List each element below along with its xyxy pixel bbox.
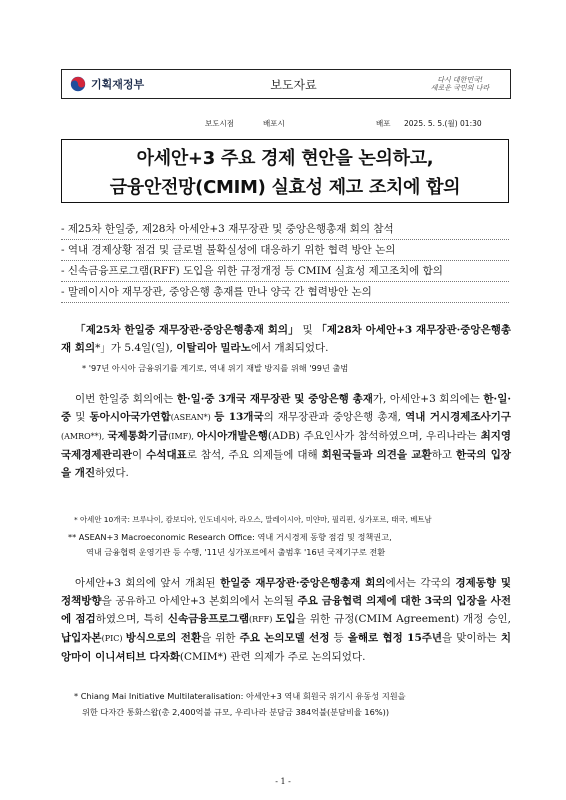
p2-s15: (ADB) 주요인사가 참석하였으며, 우리나라는 [267,430,481,442]
p2-s12: 국제통화기금 [107,430,169,442]
p3-s20: 치앙마이 이니셔티브 다자화 [61,632,511,663]
taegeuk-logo-icon [70,76,86,92]
p2-s16: 최지영 국제경제관리관 [61,430,511,461]
page-number: - 1 - [275,777,291,786]
footnote-1: * '97년 아시아 금융위기를 계기로, 역내 위기 재발 방지를 위해 '99년 출범 [82,363,349,373]
paragraph-2 [61,390,511,482]
p1-f: 에서 개최되었다. [250,342,329,354]
p3-s5: 을 공유하고 아세안+3 본회의에서 논의될 [101,595,298,607]
headline-line-1: 아세안+3 주요 경제 현안을 논의하고, [136,148,434,169]
p3-s14: 방식으로의 전환 [125,632,202,644]
slogan-line-1: 다시 대한민국! [437,76,483,84]
p2-s21: 하고 [431,449,456,461]
footnote-4a: * Chiang Mai Initiative Multilateralisation: 아세안+3 역내 회원국 위기시 유동성 지원을 [74,691,406,701]
p3-s13: (PIC) [101,634,126,643]
p3-s9: (RFF) [248,615,276,624]
p3-s12: 납입자본 [61,632,102,644]
p2-s3: 가, 아세안+3 회의에는 [372,393,484,405]
p2-s23: 하였다. [95,467,129,479]
p2-s17: 이 [132,449,147,461]
p2-s4: 한·일·중 [61,393,511,423]
p3-s17: 등 [329,632,348,644]
p3-s10: 도입 [275,613,296,625]
slogan-line-2: 새로운 국민의 나라 [430,84,490,92]
p3-s21: (CMIM*) 관련 의제가 주로 논의되었다. [179,651,366,663]
p2-s1: 이번 한일중 회의에는 [75,393,177,405]
bullet-item: - 말레이시아 재무장관, 중앙은행 총재를 만나 양국 간 협력방안 논의 [61,282,509,303]
header-title: 보도자료 [270,77,317,92]
p2-s8: 등 13개국 [214,411,264,423]
footnote-3a: ** ASEAN+3 Macroeconomic Research Office: 역내 거시경제 동향 점검 및 정책권고, [68,532,392,542]
footnote-3b: 역내 금융협력 운영기관 등 수행, '11년 싱가포르에서 출범후 '16년 국제기구로 전환 [86,547,386,557]
p3-s19: 을 맞이하는 [442,632,501,644]
p3-s11: 을 위한 규정(CMIM Agreement) 개정 승인, [295,613,511,625]
p2-s11: (AMRO**), [61,432,108,441]
p1-d: *」가 5.4일(일), [95,342,177,354]
bullet-item: - 신속금융프로그램(RFF) 도입을 위한 규정개정 등 CMIM 실효성 제고조치에 합의 [61,261,509,282]
dist-value: 2025. 5. 5.(월) 01:30 [404,119,482,128]
p3-s7: 하였으며, 특히 [95,613,168,625]
p3-s15: 을 위한 [201,632,240,644]
p3-s1: 아세안+3 회의에 앞서 개최된 [75,577,221,589]
p1-a: 「제25차 한일중 재무장관·중앙은행총재 회의」 [75,324,299,336]
footnote-2: * 아세안 10개국: 브루나이, 캄보디아, 인도네시아, 라오스, 말레이시아, 미얀마, 필리핀, 싱가포르, 태국, 베트남 [74,515,432,524]
p2-s5: 및 [71,411,90,423]
press-release-header [61,69,511,99]
p2-s20: 회원국들과 의견을 교환 [321,449,432,461]
p2-s19: 로 참석, 주요 의제들에 대해 [186,449,322,461]
release-label: 보도시점 [205,119,234,128]
p3-s18: 올해로 협정 15주년 [347,632,443,644]
headline-line-2: 금융안전망(CMIM) 실효성 제고 조치에 합의 [109,177,461,198]
p3-s8: 신속금융프로그램 [167,613,249,625]
p3-s2: 한일중 재무장관·중앙은행총재 회의 [220,577,386,589]
headline-box [61,139,509,203]
p2-s22: 한국의 입장을 개진 [61,449,511,479]
p1-e: 이탈리아 밀라노 [176,342,251,354]
ministry-name: 기획재정부 [91,78,145,91]
p1-b: 및 [298,324,317,336]
summary-bullets [61,219,509,303]
p1-c: 「제28차 아세안+3 재무장관·중앙은행총재 회의 [61,324,512,354]
p2-s2: 한·일·중 3개국 재무장관 및 중앙은행 총재 [176,393,373,405]
p2-s18: 수석대표 [146,449,187,461]
p2-s10: 역내 거시경제조사기구 [405,411,511,423]
p2-s14: 아시아개발은행 [196,430,268,442]
p2-s13: (IMF), [168,432,197,441]
ministry-logo [62,70,177,98]
release-value: 배포시 [263,119,285,128]
p2-s6: 동아시아국가연합 [89,411,171,423]
paragraph-1 [61,321,511,357]
bullet-item: - 역내 경제상황 점검 및 글로벌 불확실성에 대응하기 위한 협력 방안 논의 [61,240,509,261]
p3-s4: 경제동향 및 정책방향 [61,577,511,607]
footnote-4b: 위한 다자간 통화스왑(총 2,400억불 규모, 우리나라 분담금 384억불(분담비율 16%)) [82,707,390,717]
slogan [410,76,510,92]
paragraph-3 [61,574,511,666]
bullet-item: - 제25차 한일중, 제28차 아세안+3 재무장관 및 중앙은행총재 회의 참석 [61,219,509,240]
p2-s7: (ASEAN*) [170,413,215,422]
p3-s6: 주요 금융협력 의제에 대한 3국의 입장을 사전에 점검 [61,595,511,625]
p2-s9: 의 재무장관과 중앙은행 총재, [263,411,406,423]
p3-s3: 에서는 각국의 [385,577,456,589]
dist-label: 배포 [376,119,391,128]
p3-s16: 주요 논의모델 선정 [239,632,330,644]
